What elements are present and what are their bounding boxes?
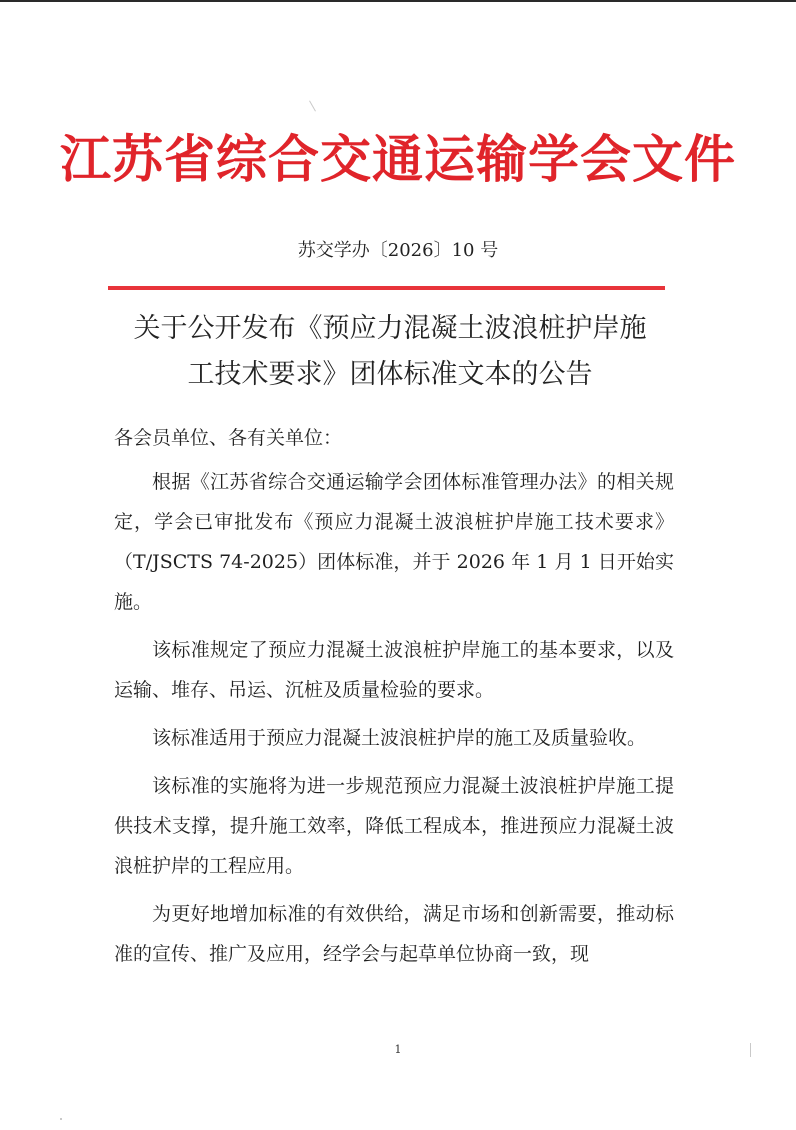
scan-speck bbox=[309, 101, 316, 112]
body-paragraph: 为更好地增加标准的有效供给，满足市场和创新需要，推动标准的宣传、推广及应用，经学会与起草单位协商一致，现 bbox=[114, 903, 674, 965]
salutation: 各会员单位、各有关单位： bbox=[114, 427, 343, 449]
scan-speck bbox=[60, 1118, 62, 1120]
scan-speck bbox=[750, 1043, 751, 1057]
announcement-title-line-1: 关于公开发布《预应力混凝土波浪桩护岸施 bbox=[133, 313, 647, 344]
body-paragraph: 该标准的实施将为进一步规范预应力混凝土波浪桩护岸施工提供技术支撑，提升施工效率，降低工程成本，推进预应力混凝土波浪桩护岸的工程应用。 bbox=[114, 775, 674, 877]
announcement-title-line-2: 工技术要求》团体标准文本的公告 bbox=[187, 359, 593, 390]
document-number: 苏交学办〔2026〕10 号 bbox=[297, 240, 499, 261]
document-body bbox=[114, 420, 674, 982]
body-paragraph: 根据《江苏省综合交通运输学会团体标准管理办法》的相关规定，学会已审批发布《预应力混凝土波浪桩护岸施工技术要求》（T/JSCTS 74-2025）团体标准，并于 2026 年 1 月 1 日开始实施。 bbox=[114, 471, 674, 613]
body-paragraph: 该标准规定了预应力混凝土波浪桩护岸施工的基本要求，以及运输、堆存、吊运、沉桩及质量检验的要求。 bbox=[114, 639, 674, 701]
page-number: 1 bbox=[394, 1043, 402, 1056]
issuer-header-title: 江苏省综合交通运输学会文件 bbox=[59, 130, 736, 190]
announcement-title bbox=[100, 306, 680, 398]
body-paragraph: 该标准适用于预应力混凝土波浪桩护岸的施工及质量验收。 bbox=[152, 727, 647, 749]
red-separator-rule bbox=[108, 286, 665, 290]
page-top-edge bbox=[0, 0, 796, 2]
